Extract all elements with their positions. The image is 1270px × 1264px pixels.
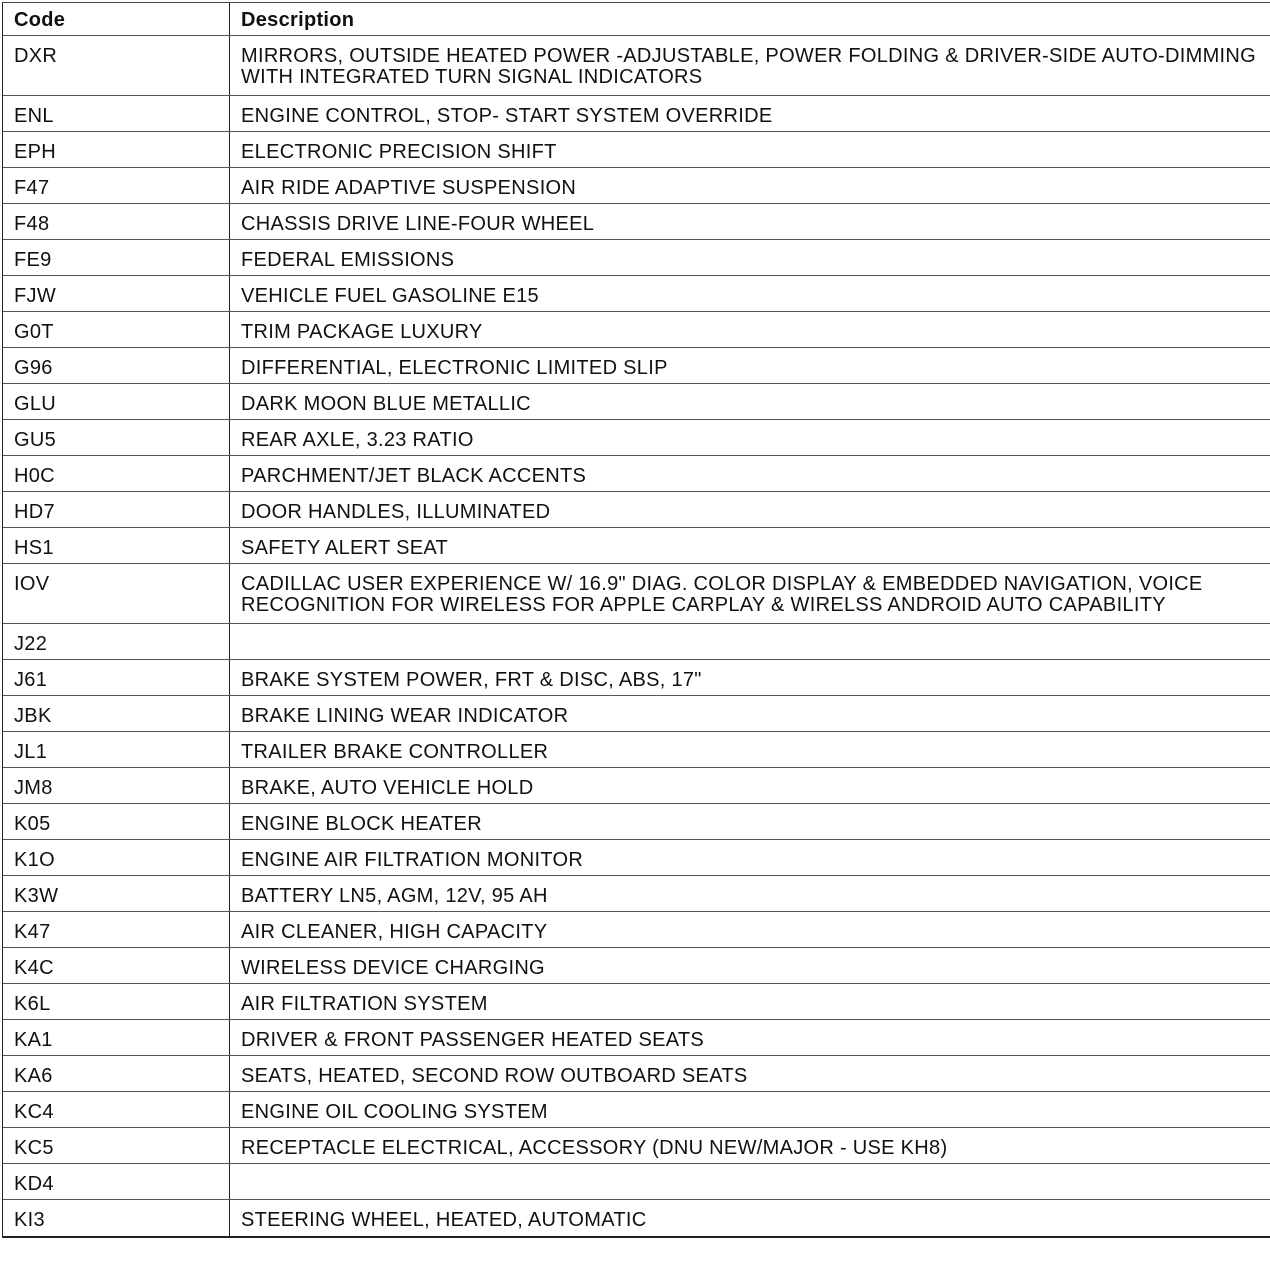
option-description-cell: ENGINE OIL COOLING SYSTEM (241, 1101, 548, 1123)
option-description-cell: VEHICLE FUEL GASOLINE E15 (241, 285, 539, 307)
option-description-cell: DRIVER & FRONT PASSENGER HEATED SEATS (241, 1029, 705, 1051)
option-code-cell: FE9 (3, 240, 230, 275)
option-code-cell: GLU (3, 384, 230, 419)
option-description-cell (230, 1164, 1270, 1199)
table-row (3, 696, 1270, 732)
option-code-cell: JBK (3, 696, 230, 731)
option-code-cell: K6L (3, 984, 230, 1019)
option-description-cell: REAR AXLE, 3.23 RATIO (241, 429, 474, 451)
option-code-cell: KC4 (3, 1092, 230, 1127)
option-code-cell: F48 (3, 204, 230, 239)
option-code-cell: DXR (3, 36, 230, 95)
option-code-cell: F47 (3, 168, 230, 203)
option-code-cell: G0T (3, 312, 230, 347)
option-description-cell: TRIM PACKAGE LUXURY (241, 321, 483, 343)
option-description-cell: BATTERY LN5, AGM, 12V, 95 AH (241, 885, 548, 907)
option-description-cell: CHASSIS DRIVE LINE-FOUR WHEEL (241, 213, 595, 235)
option-description-cell: DIFFERENTIAL, ELECTRONIC LIMITED SLIP (241, 357, 668, 379)
option-description-cell: ENGINE CONTROL, STOP- START SYSTEM OVERRIDE (241, 105, 773, 127)
option-code-cell: H0C (3, 456, 230, 491)
option-code-cell: KA6 (3, 1056, 230, 1091)
option-code-cell: FJW (3, 276, 230, 311)
table-row (3, 804, 1270, 840)
option-code-cell: JM8 (3, 768, 230, 803)
table-row (3, 492, 1270, 528)
table-row (3, 840, 1270, 876)
table-row (3, 204, 1270, 240)
table-row (3, 528, 1270, 564)
table-row (3, 276, 1270, 312)
table-row (3, 96, 1270, 132)
option-description-cell: ENGINE BLOCK HEATER (241, 813, 482, 835)
table-row (3, 660, 1270, 696)
option-description-cell: CADILLAC USER EXPERIENCE W/ 16.9" DIAG. COLOR DISPLAY & EMBEDDED NAVIGATION, VOICE RECOGNITION FOR WIRELESS FOR APPLE CARPLAY & WIRELSS ANDROID AUTO CAPABILITY (241, 573, 1203, 616)
option-description-cell: BRAKE, AUTO VEHICLE HOLD (241, 777, 534, 799)
table-row (3, 36, 1270, 96)
option-code-cell: J61 (3, 660, 230, 695)
option-description-cell: TRAILER BRAKE CONTROLLER (241, 741, 549, 763)
option-code-cell: IOV (3, 564, 230, 623)
option-description-cell: BRAKE LINING WEAR INDICATOR (241, 705, 569, 727)
option-description-cell (230, 624, 1270, 659)
option-description-cell: MIRRORS, OUTSIDE HEATED POWER -ADJUSTABLE, POWER FOLDING & DRIVER-SIDE AUTO-DIMMING WITH INTEGRATED TURN SIGNAL INDICATORS (241, 45, 1256, 88)
table-header-row (3, 3, 1270, 36)
option-description-cell: PARCHMENT/JET BLACK ACCENTS (241, 465, 587, 487)
option-code-cell: ENL (3, 96, 230, 131)
option-description-cell: ELECTRONIC PRECISION SHIFT (241, 141, 557, 163)
option-code-cell: K3W (3, 876, 230, 911)
option-description-cell: ENGINE AIR FILTRATION MONITOR (241, 849, 584, 871)
table-row (3, 240, 1270, 276)
option-code-cell: KA1 (3, 1020, 230, 1055)
option-code-cell: HD7 (3, 492, 230, 527)
option-code-cell: K4C (3, 948, 230, 983)
table-row (3, 768, 1270, 804)
table-row (3, 1020, 1270, 1056)
option-code-cell: HS1 (3, 528, 230, 563)
table-row (3, 984, 1270, 1020)
option-code-cell: KC5 (3, 1128, 230, 1163)
option-description-cell: BRAKE SYSTEM POWER, FRT & DISC, ABS, 17" (241, 669, 702, 691)
option-description-cell: DARK MOON BLUE METALLIC (241, 393, 531, 415)
option-description-cell: RECEPTACLE ELECTRICAL, ACCESSORY (DNU NEW/MAJOR - USE KH8) (241, 1137, 948, 1159)
table-row (3, 1092, 1270, 1128)
option-description-cell: AIR CLEANER, HIGH CAPACITY (241, 921, 548, 943)
option-codes-table (2, 2, 1270, 1238)
table-row (3, 132, 1270, 168)
table-row (3, 1128, 1270, 1164)
option-code-cell: G96 (3, 348, 230, 383)
table-body (3, 36, 1270, 1236)
option-code-cell: EPH (3, 132, 230, 167)
table-row (3, 732, 1270, 768)
header-description: Description (241, 9, 355, 31)
table-row (3, 168, 1270, 204)
table-row (3, 312, 1270, 348)
option-description-cell: SAFETY ALERT SEAT (241, 537, 449, 559)
option-description-cell: SEATS, HEATED, SECOND ROW OUTBOARD SEATS (241, 1065, 748, 1087)
option-description-cell: AIR RIDE ADAPTIVE SUSPENSION (241, 177, 577, 199)
table-row (3, 876, 1270, 912)
table-row (3, 624, 1270, 660)
table-row (3, 1164, 1270, 1200)
option-description-cell: WIRELESS DEVICE CHARGING (241, 957, 545, 979)
option-code-cell: K47 (3, 912, 230, 947)
table-row (3, 948, 1270, 984)
table-row (3, 1056, 1270, 1092)
table-row (3, 912, 1270, 948)
table-row (3, 1200, 1270, 1236)
table-row (3, 384, 1270, 420)
option-code-cell: K1O (3, 840, 230, 875)
option-code-cell: K05 (3, 804, 230, 839)
header-code: Code (3, 3, 230, 35)
table-row (3, 456, 1270, 492)
table-row (3, 348, 1270, 384)
option-description-cell: DOOR HANDLES, ILLUMINATED (241, 501, 551, 523)
option-code-cell: KD4 (3, 1164, 230, 1199)
option-code-cell: J22 (3, 624, 230, 659)
option-code-cell: JL1 (3, 732, 230, 767)
option-description-cell: AIR FILTRATION SYSTEM (241, 993, 488, 1015)
option-description-cell: STEERING WHEEL, HEATED, AUTOMATIC (241, 1209, 647, 1231)
option-description-cell: FEDERAL EMISSIONS (241, 249, 455, 271)
option-code-cell: KI3 (3, 1200, 230, 1236)
table-row (3, 564, 1270, 624)
option-code-cell: GU5 (3, 420, 230, 455)
table-row (3, 420, 1270, 456)
